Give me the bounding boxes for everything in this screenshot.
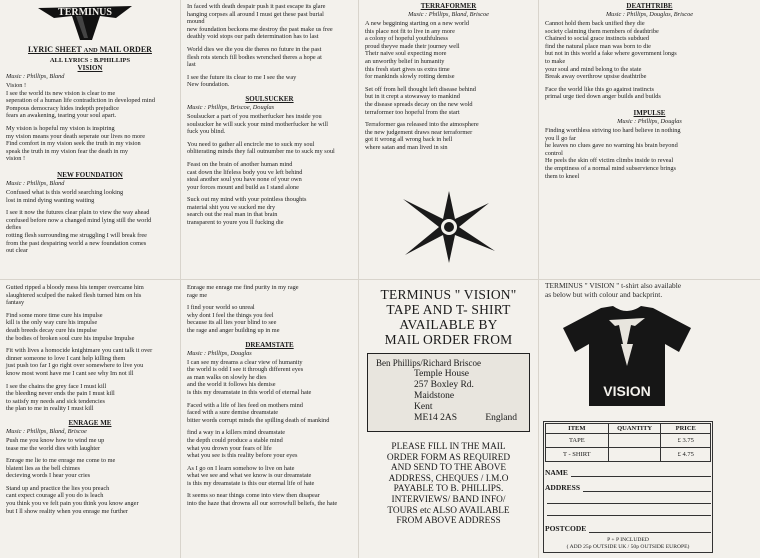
lyric-stanza: find a way in a killers mind dreamstate the depth could produce a stable mind what you drown your fears of life what you see is this reality before your eyes xyxy=(187,429,298,460)
pp-note: P + P INCLUDED ( ADD 25p OUTSIDE UK / 50p OUTSIDE EUROPE) xyxy=(566,537,690,550)
lyric-stanza: Confused what is this world searching looking lost in mind dying wanting waiting xyxy=(6,188,124,204)
order-table xyxy=(545,423,711,462)
lyric-sheet-title xyxy=(6,45,174,54)
lyric-stanza: In faced with death despair push it past escape its glare hanging corpses all around I must get these past burial mound new foundation beckons me destroy the past make us free deathly void stops our path determination has to last xyxy=(187,3,333,41)
postcode-field[interactable] xyxy=(589,525,711,533)
name-label: NAME xyxy=(545,468,568,477)
table-row xyxy=(546,434,711,448)
column-header: PRICE xyxy=(661,424,711,434)
lyric-stanza: Fit with lives a homocide knightmare you cant talk it over dinner someone to love I cant help killing them just push too far I go right over somewhere to live you know most wont have me I cant see why Im not ill xyxy=(6,347,153,377)
lyric-stanza: Enrage me enrage me find purity in my rage rage me xyxy=(187,284,299,299)
lyric-stanza: A new beggining starting on a new world this place not fit to live in any more a colony of hopeful youthfulness proud theyve made their journey well Their naive soul expecting more an unworthy belief in humanity this fresh start gives us extra time for mankinds slowly rotting demise xyxy=(365,20,470,81)
address-line: Temple House xyxy=(414,368,470,379)
quantity-field[interactable] xyxy=(608,448,661,462)
panel-lyrics-soulsucker xyxy=(181,0,358,279)
name-field-row xyxy=(545,468,711,477)
title-and: AND xyxy=(83,47,98,54)
panel-lyrics-deathtribe xyxy=(539,0,760,279)
address-field-line[interactable] xyxy=(547,492,711,504)
lyric-stanza: Finding worthless striving too hard believe in nothing you ll go far he leaves no clues gave no warning his brain beyond control He peels the skin off victim climbs inside to reveal the emptiness of a normal mind subservience brings them to kneel xyxy=(545,126,681,180)
price-cell: £ 4.75 xyxy=(661,448,711,462)
lyric-stanza: Cannot hold them back unified they die society claiming them members of deathtribe Chained to social grace instincts subdued find the natural place man was born to die but not in this world a fake where government longs to make your soul and mind belong to the state Break away overthrow upsise deathtribe xyxy=(545,20,677,81)
address-box xyxy=(367,353,530,432)
tshirt-vision-text: VISION xyxy=(603,383,651,399)
song-title-dreamstate: DREAMSTATE xyxy=(245,340,294,349)
song-music-credit: Music : Phillips, Douglas xyxy=(617,117,682,125)
lyric-stanza: Faced with a life of lies feed on mothers mind faced with a sure demise dreamstate bitter words corrupt minds the spilling death of mankind xyxy=(187,401,330,424)
song-music-credit: Music : Phillips, Bland xyxy=(6,73,65,80)
lyric-stanza: Find some more time cure his impulse kill is the only way cure his impulse death breeds decay cure his impulse the bodies of broken soul cure his impulse Impulse xyxy=(6,311,135,342)
item-cell: T - SHIRT xyxy=(546,448,609,462)
lyric-stanza: I find your world so unreal why dont I feel the things you feel because its all lies your blind to see the rage and anger building up in me xyxy=(187,304,280,334)
lyric-stanza: Enrage me lie to me enrage me come to me blatent lies as the bell chimes decieving words I hear your cries xyxy=(6,457,116,480)
lyric-stanza: It seems so near things come into view then disapear into the haze that drowns all our sorrowfull beliefs, the hate xyxy=(187,492,338,508)
tshirt-info: TERMINUS " VISION " t-shirt also available as below but with colour and backprint. xyxy=(545,281,682,299)
panel-tshirt-order-form xyxy=(539,281,760,558)
lyric-stanza: Suck out my mind with your pointless thoughts material shit you ve sucked me dry search out the real man in that brain transparent to youre you ll fucking die xyxy=(187,196,307,227)
address-field[interactable] xyxy=(583,484,711,492)
lyric-stanza: I see it now the futures clear plain to view the way ahead confused before now a changed mind lying still the world defies rotting flesh surrounding me struggling I will break free from the past despairing world a new foundation comes out clear xyxy=(6,209,152,255)
song-music-credit: Music : Phillips, Bland, Briscoe xyxy=(408,11,489,18)
column-header: ITEM xyxy=(546,424,609,434)
lyric-stanza: Gutted ripped a bloody mess his temper overcame him slaughtered sculped the naked flesh turned him on his fantasy xyxy=(6,284,144,307)
address-field-row xyxy=(545,483,711,492)
song-music-credit: Music : Phillips, Douglas, Briscoe xyxy=(605,11,694,18)
lyric-stanza: Push me you know how to wind me up tease me the world dies with laughter xyxy=(6,436,105,452)
lyric-stanza: Terraformer gas released into the atmosphere the new judgement draws near terraformer got it wrong all wrong back in hell where satan and man lived in sin xyxy=(365,121,479,151)
postcode-field-row xyxy=(545,524,711,533)
song-title-new-foundation: NEW FOUNDATION xyxy=(57,170,123,179)
logo-text: TERMINUS xyxy=(58,7,112,18)
lyric-stanza: Vision ! I see the world its new vision is clear to me seperation of a human life contradiction in developed mind Pompous democracy hides indepth prejudice fears an awakening, tearing your soul apart. xyxy=(6,82,155,120)
lyric-stanza: My vision is hopeful my vision is inspiring my vision means your death seperate our lives no more Find comfort in my vision seek the truth in my vision speak the truth in my vision fear the death in my vision ! xyxy=(6,124,146,163)
song-title-soulsucker: SOULSUCKER xyxy=(245,94,294,103)
lyric-stanza: I can see my dreams a clear view of humanity the world is odd I see it through different eyes as man walks on slowly he dies and the world it follows his demise is this my dreamstate in this world of eternal hate xyxy=(187,358,312,396)
lyric-stanza: Face the world like this go against instincts primal urge tied down anger builds and builds xyxy=(545,85,661,101)
title-right: MAIL ORDER xyxy=(99,45,152,54)
song-title-deathtribe: DEATHTRIBE xyxy=(626,2,673,10)
address-postcode: ME14 2AS xyxy=(414,412,458,423)
song-music-credit: Music : Phillips, Douglas xyxy=(187,349,252,357)
all-lyrics-credit: ALL LYRICS : B.PHILLIPS xyxy=(49,57,131,64)
lyric-stanza: World dies we die you die theres no future in the past flesh rots stench fill bodies wrenched theres a hope at last xyxy=(187,45,322,69)
terminus-sigil-icon xyxy=(399,185,499,265)
quantity-field[interactable] xyxy=(608,434,661,448)
price-cell: £ 3.75 xyxy=(661,434,711,448)
song-music-credit: Music : Phillips, Bland, Briscoe xyxy=(6,427,87,435)
postcode-label: POSTCODE xyxy=(545,524,587,533)
address-line: Kent xyxy=(414,401,433,412)
panel-mail-order xyxy=(359,281,538,558)
lyric-stanza: Stand up and practice the lies you preach cant expect courage all you do is leach you think you ve felt pain you think you know anger but I ll show reality when you enrage me further xyxy=(6,484,139,515)
lyric-stanza: Soulsucker a part of you motherfucker hes inside you soulsucker he will suck your mind motherfucker he will fuck you blind. xyxy=(187,112,328,136)
mail-order-instructions: PLEASE FILL IN THE MAIL ORDER FORM AS REQUIRED AND SEND TO THE ABOVE ADDRESS, CHEQUES / I.M.O PAYABLE TO B. PHILLIPS. INTERVIEWS/ BAND INFO/ TOURS etc ALSO AVAILABLE FROM ABOVE ADDRESS xyxy=(386,442,511,527)
song-music-credit: Music : Phillips, Bland xyxy=(6,179,65,187)
lyric-stanza: I see the chains the grey face I must kill the bleeding never ends the pain I must kill to satisfy my needs and sick tendencies the plan to me in reality I must kill xyxy=(6,382,115,413)
lyric-stanza: I see the future its clear to me I see the way New foundation. xyxy=(187,73,297,89)
song-title-terraformer: TERRAFORMER xyxy=(420,2,477,10)
song-title-impulse: IMPULSE xyxy=(633,108,666,117)
address-line: 257 Boxley Rd. xyxy=(414,379,474,390)
column-header: QUANTITY xyxy=(608,424,661,434)
lyric-stanza: Feast on the brain of another human mind cast down the lifeless body you ve left behind steal another soul you have none of your own your forces mount and build as I stand alone xyxy=(187,160,303,191)
panel-lyrics-enrage-me xyxy=(0,281,180,558)
address-label: ADDRESS xyxy=(545,483,581,492)
item-cell: TAPE xyxy=(546,434,609,448)
address-name: Ben Phillips/Richard Briscoe xyxy=(376,358,481,368)
tshirt-image xyxy=(561,304,693,408)
panel-lyrics-dreamstate xyxy=(181,281,358,558)
address-country: England xyxy=(485,412,517,423)
table-row xyxy=(546,448,711,462)
name-field[interactable] xyxy=(571,469,711,477)
song-music-credit: Music : Phillips, Briscoe, Douglas xyxy=(187,103,275,111)
panel-lyrics-vision xyxy=(0,0,180,279)
title-left: LYRIC SHEET xyxy=(28,45,82,54)
order-form xyxy=(543,421,713,553)
lyric-stanza: As I go on I learn somehow to live on hate what we see and what we know is our dreamstate is this my dreamstate is this our eternal life of hate xyxy=(187,464,315,487)
song-title-vision: VISION xyxy=(77,64,103,72)
address-field-line[interactable] xyxy=(547,504,711,516)
mail-order-headline: TERMINUS " VISION" TAPE AND T- SHIRT AVAILABLE BY MAIL ORDER FROM xyxy=(380,287,517,347)
lyric-stanza: You need to gather all encircle me to suck my soul obliterating minds they fall outnumber me to suck my soul xyxy=(187,140,335,156)
address-line: Maidstone xyxy=(414,390,455,401)
fold-line xyxy=(0,279,760,280)
terminus-logo xyxy=(36,2,134,42)
song-title-enrage-me: ENRAGE ME xyxy=(68,418,112,427)
panel-lyrics-terraformer xyxy=(359,0,538,279)
lyric-stanza: Set off from hell thought left disease behind but in it crept a stowaway to mankind the disease spreads decay on the new wold terraformer too hopeful from the start xyxy=(365,85,476,116)
